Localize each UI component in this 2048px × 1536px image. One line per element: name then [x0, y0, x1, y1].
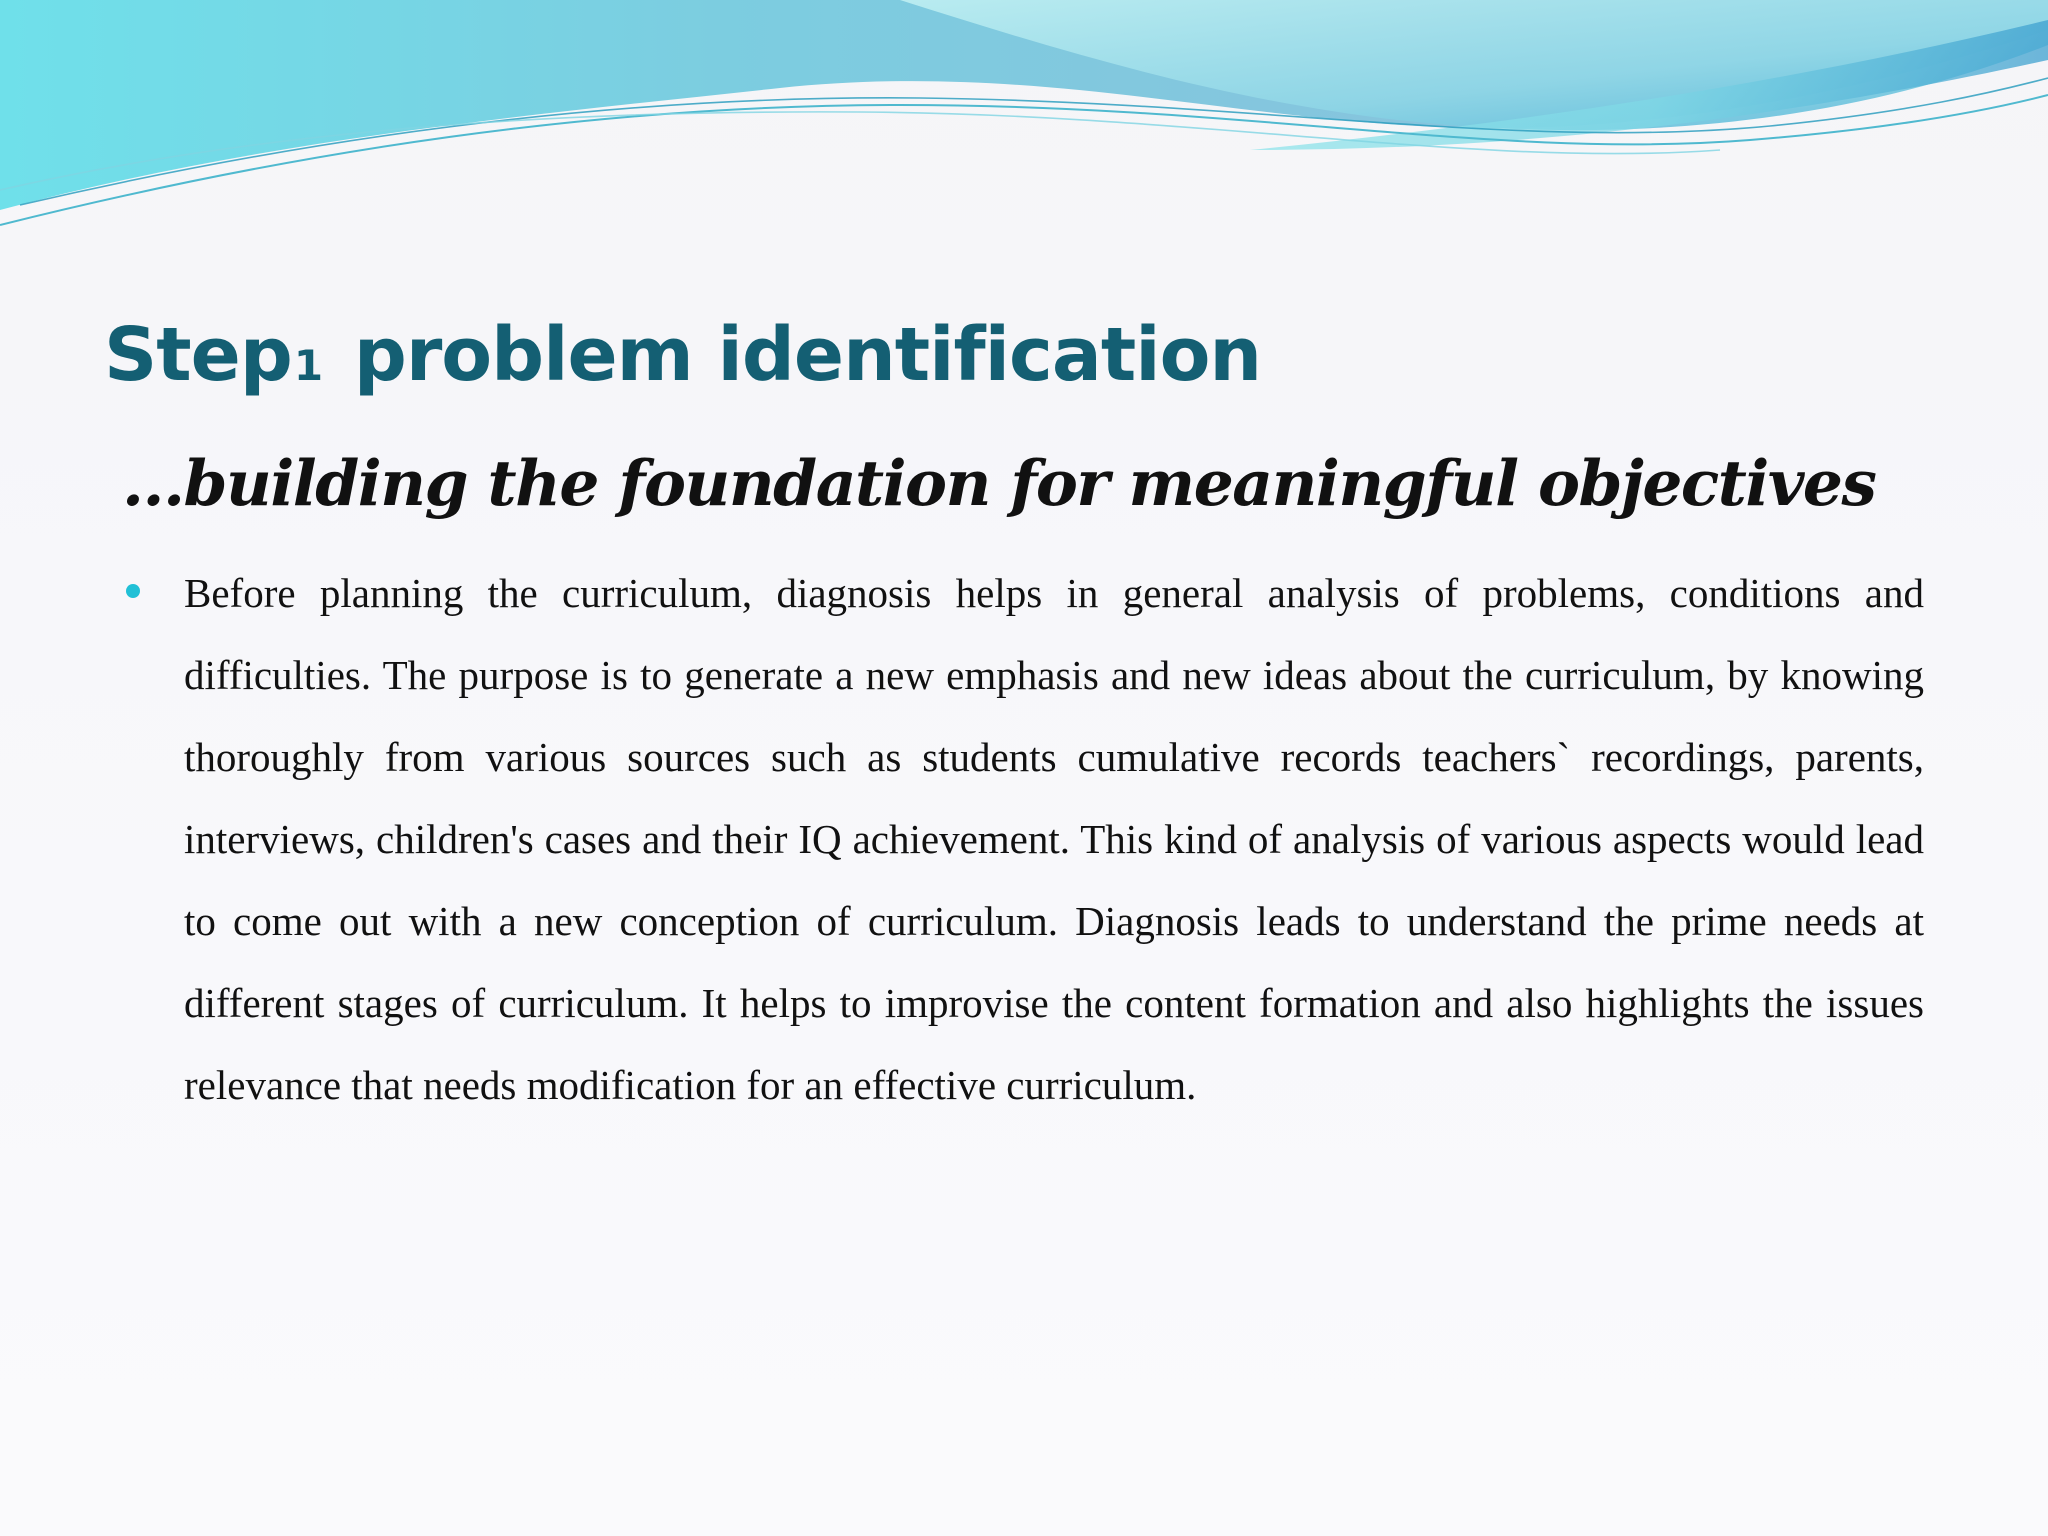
header-wave-decoration [0, 0, 2048, 240]
round-bullet-icon [126, 584, 140, 598]
bullet-text: Before planning the curriculum, diagnosis helps in general analysis of problems, conditions and difficulties. The purpose is to generate a new emphasis and new ideas about the curriculum, by knowing thoroughly from various sources such as students cumulative records teachers` recordings, parents, interviews, children's cases and their IQ achievement. This kind of analysis of various aspects would lead to come out with a new conception of curriculum. Diagnosis leads to understand the prime needs at different stages of curriculum. It helps to improvise the content formation and also highlights the issues relevance that needs modification for an effective curriculum. [184, 570, 1924, 1108]
slide-subtitle: …building the foundation for meaningful objectives [122, 446, 1876, 520]
slide-title [104, 312, 1262, 398]
title-step-number: 1 [293, 341, 324, 390]
bullet-item [124, 552, 1924, 1126]
bullet-list [124, 552, 1924, 1126]
title-topic: problem identification [353, 312, 1262, 398]
title-step-word: Step [104, 312, 292, 398]
